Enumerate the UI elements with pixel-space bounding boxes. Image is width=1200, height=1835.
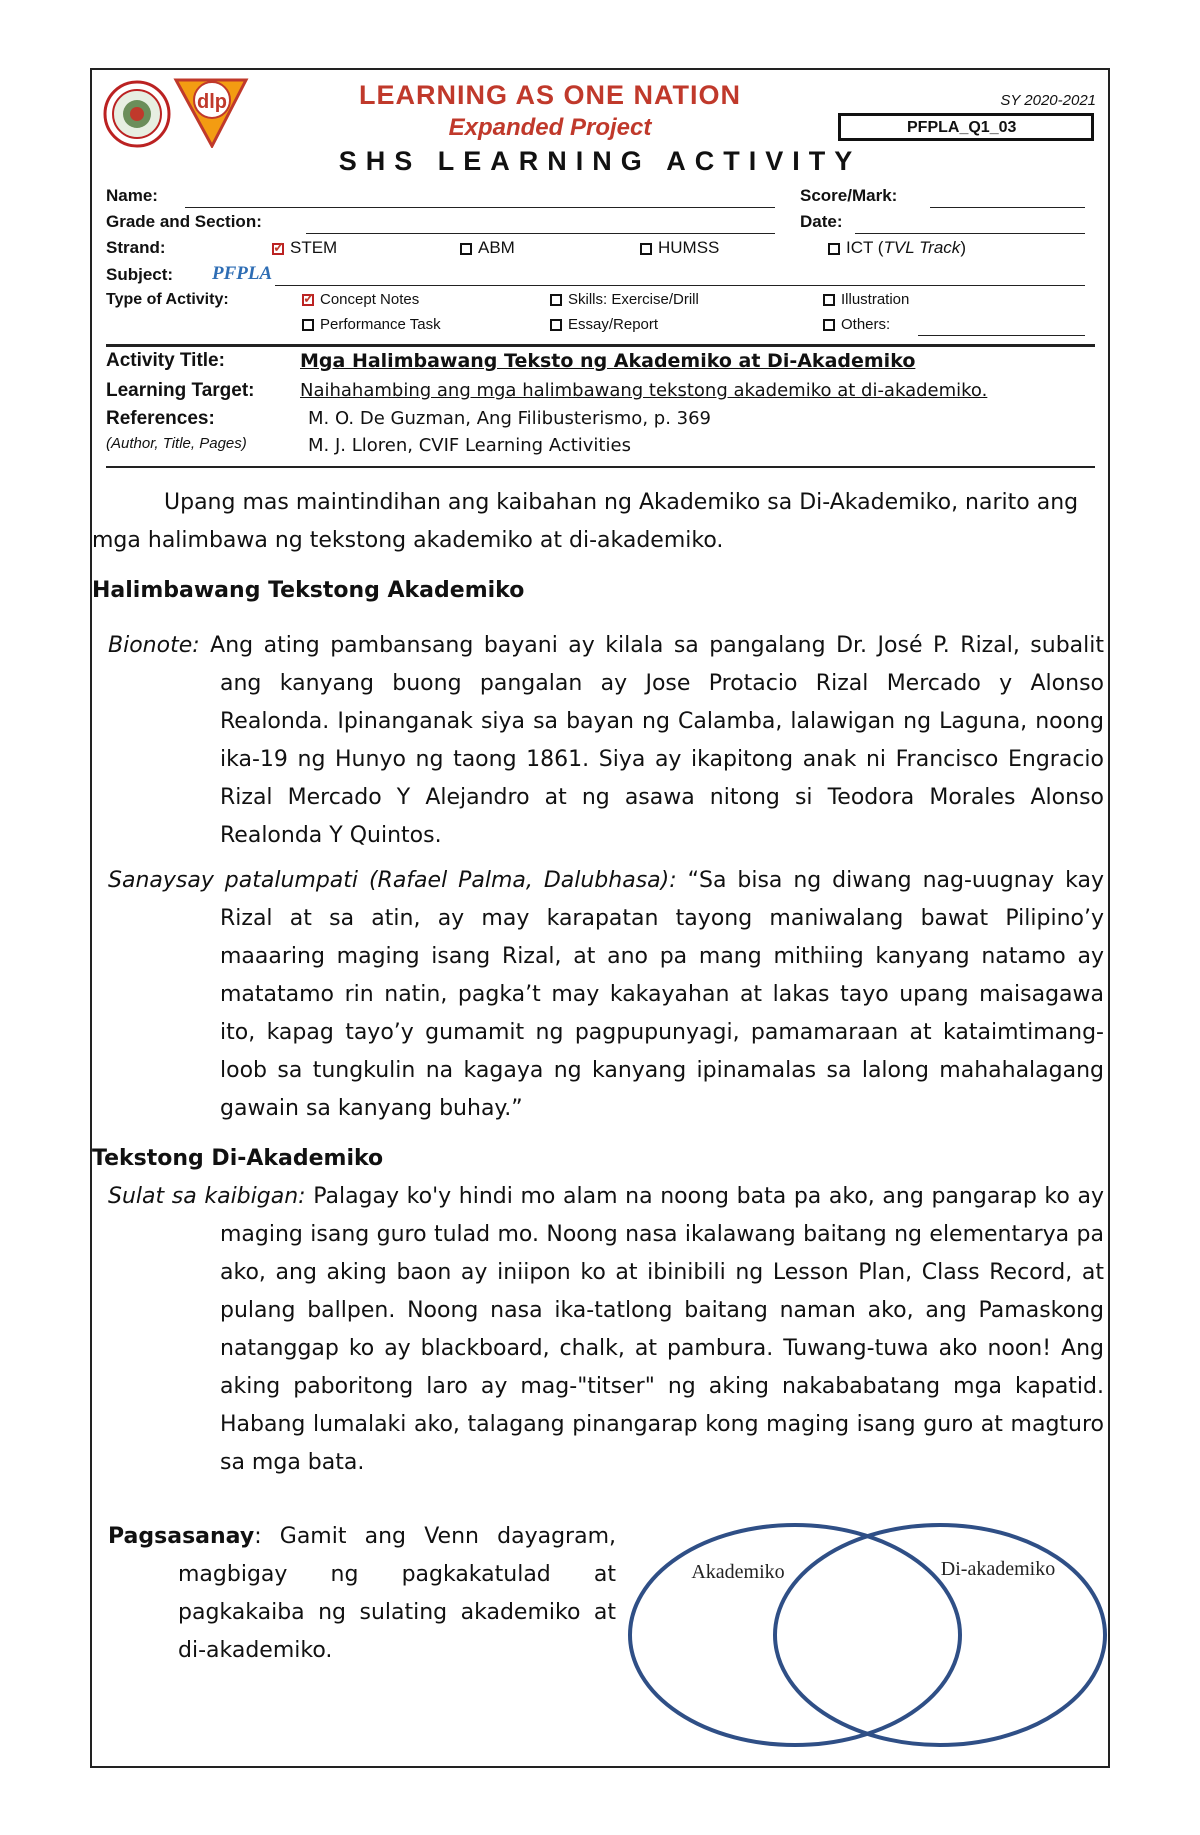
learning-target-label: Learning Target: xyxy=(106,380,255,401)
header-title: LEARNING AS ONE NATION xyxy=(358,80,741,110)
reference-2: M. J. Lloren, CVIF Learning Activities xyxy=(308,435,631,456)
name-field[interactable] xyxy=(185,207,775,208)
type-essay-report[interactable]: Essay/Report xyxy=(550,316,658,333)
checkbox-checked-icon xyxy=(302,294,314,306)
score-label: Score/Mark: xyxy=(800,186,898,205)
checkbox-icon xyxy=(550,294,562,306)
grade-label: Grade and Section: xyxy=(106,212,262,231)
divider xyxy=(106,344,1095,347)
divider xyxy=(106,466,1095,468)
sulat-label: Sulat sa kaibigan: xyxy=(108,1184,306,1209)
references-label: References: xyxy=(106,408,215,429)
sanaysay-label: Sanaysay patalumpati (Rafael Palma, Dalubhasa): xyxy=(108,868,677,893)
sulat-block xyxy=(108,1178,1104,1482)
checkbox-checked-icon xyxy=(272,243,284,255)
exercise-label: Pagsasanay xyxy=(108,1524,255,1549)
type-illustration[interactable]: Illustration xyxy=(823,291,909,308)
activity-title-label: Activity Title: xyxy=(106,350,225,371)
sulat-text: Palagay ko'y hindi mo alam na noong bata pa ako, ang pangarap ko ay maging isang guro tulad mo. Noong nasa ikalawang baitang ng elementarya pa ako, ang aking baon ay iniipon ko at ibinibili ng Lesson Plan, Class Record, at pulang ballpen. Noong nasa ika-tatlong baitang naman ako, ang Pamaskong natanggap ko ay blackboard, chalk, at pambura. Tuwang-tuwa ako noon! Ang aking paboritong laro ay mag-"titser" ng aking nakababatang mga kapatid. Habang lumalaki ako, talagang pinangarap kong maging isang guro at magturo sa mga bata. xyxy=(220,1184,1104,1475)
subject-underline xyxy=(275,285,1085,286)
strand-abm[interactable]: ABM xyxy=(460,238,515,258)
name-label: Name: xyxy=(106,186,158,205)
checkbox-icon xyxy=(823,294,835,306)
school-seal-logo xyxy=(103,80,171,148)
references-hint: (Author, Title, Pages) xyxy=(106,435,247,452)
checkbox-icon xyxy=(460,243,472,255)
activity-type-label: Type of Activity: xyxy=(106,291,229,308)
section-heading-di-akademiko: Tekstong Di-Akademiko xyxy=(92,1146,384,1171)
checkbox-icon xyxy=(823,319,835,331)
bionote-label: Bionote: xyxy=(108,633,200,658)
strand-label: Strand: xyxy=(106,238,166,257)
grade-field[interactable] xyxy=(306,233,775,234)
sanaysay-text: “Sa bisa ng diwang nag-uugnay kay Rizal at sa atin, ay may karapatan tayong maniwalang bawat Pilipino’y maaaring maging isang Rizal, at ano pa mang mithiing kanyang natamo ay matatamo rin natin, pagka’t may kakayahan at lakas tayo upang maisagawa ito, kapag tayo’y gumamit ng pagpupunyagi, pamamaraan at kataimtimang-loob sa tungkulin na kagaya ng kanyang ipinamalas sa lalong mahahalagang gawain sa kanyang buhay.” xyxy=(220,868,1104,1121)
venn-circle-left xyxy=(630,1525,960,1745)
checkbox-icon xyxy=(302,319,314,331)
strand-ict[interactable]: ICT (TVL Track) xyxy=(828,238,966,258)
checkbox-icon xyxy=(828,243,840,255)
sanaysay-block xyxy=(108,862,1104,1128)
learning-target: Naihahambing ang mga halimbawang tekstong akademiko at di-akademiko. xyxy=(300,380,988,401)
others-field[interactable] xyxy=(918,335,1085,336)
score-field[interactable] xyxy=(930,207,1085,208)
checkbox-icon xyxy=(640,243,652,255)
type-skills[interactable]: Skills: Exercise/Drill xyxy=(550,291,699,308)
school-year: SY 2020-2021 xyxy=(1000,92,1096,109)
type-performance-task[interactable]: Performance Task xyxy=(302,316,441,333)
header-subtitle: Expanded Project xyxy=(448,114,652,141)
venn-diagram[interactable] xyxy=(620,1505,1110,1755)
bionote-block xyxy=(108,627,1104,855)
reference-1: M. O. De Guzman, Ang Filibusterismo, p. 369 xyxy=(308,408,711,429)
venn-left-label: Akademiko xyxy=(691,1561,785,1583)
checkbox-icon xyxy=(550,319,562,331)
date-label: Date: xyxy=(800,212,843,231)
svg-text:dlp: dlp xyxy=(197,91,227,113)
type-concept-notes[interactable]: ✓ Concept Notes xyxy=(302,291,419,308)
exercise-block xyxy=(108,1518,616,1670)
intro-paragraph: Upang mas maintindihan ang kaibahan ng Akademiko sa Di-Akademiko, narito ang mga halimbawa ng tekstong akademiko at di-akademiko. xyxy=(92,490,1079,553)
venn-right-label: Di-akademiko xyxy=(940,1558,1056,1580)
type-others[interactable]: Others: xyxy=(823,316,890,333)
subject-label: Subject: xyxy=(106,265,174,284)
strand-stem[interactable]: ✓ STEM xyxy=(272,238,337,258)
exercise-text: : Gamit ang Venn dayagram, magbigay ng pagkakatulad at pagkakaiba ng sulating akademiko at di-akademiko. xyxy=(178,1524,616,1663)
subject-value: PFPLA xyxy=(212,263,273,284)
dlp-logo xyxy=(172,66,250,148)
date-field[interactable] xyxy=(855,233,1085,234)
activity-code: PFPLA_Q1_03 xyxy=(907,119,1017,136)
activity-title: Mga Halimbawang Teksto ng Akademiko at Di-Akademiko xyxy=(300,350,916,372)
strand-humss[interactable]: HUMSS xyxy=(640,238,719,258)
activity-heading: SHS LEARNING ACTIVITY xyxy=(338,146,862,176)
section-heading-akademiko: Halimbawang Tekstong Akademiko xyxy=(92,578,525,603)
activity-code-box xyxy=(838,113,1094,141)
bionote-text: Ang ating pambansang bayani ay kilala sa pangalang Dr. José P. Rizal, subalit ang kanyang buong pangalan ay Jose Protacio Rizal Mercado y Alonso Realonda. Ipinanganak siya sa bayan ng Calamba, lalawigan ng Laguna, noong ika-19 ng Hunyo ng taong 1861. Siya ay ikapitong anak ni Francisco Engracio Rizal Mercado Y Alejandro at ng asawa nitong si Teodora Morales Alonso Realonda Y Quintos. xyxy=(210,633,1105,848)
